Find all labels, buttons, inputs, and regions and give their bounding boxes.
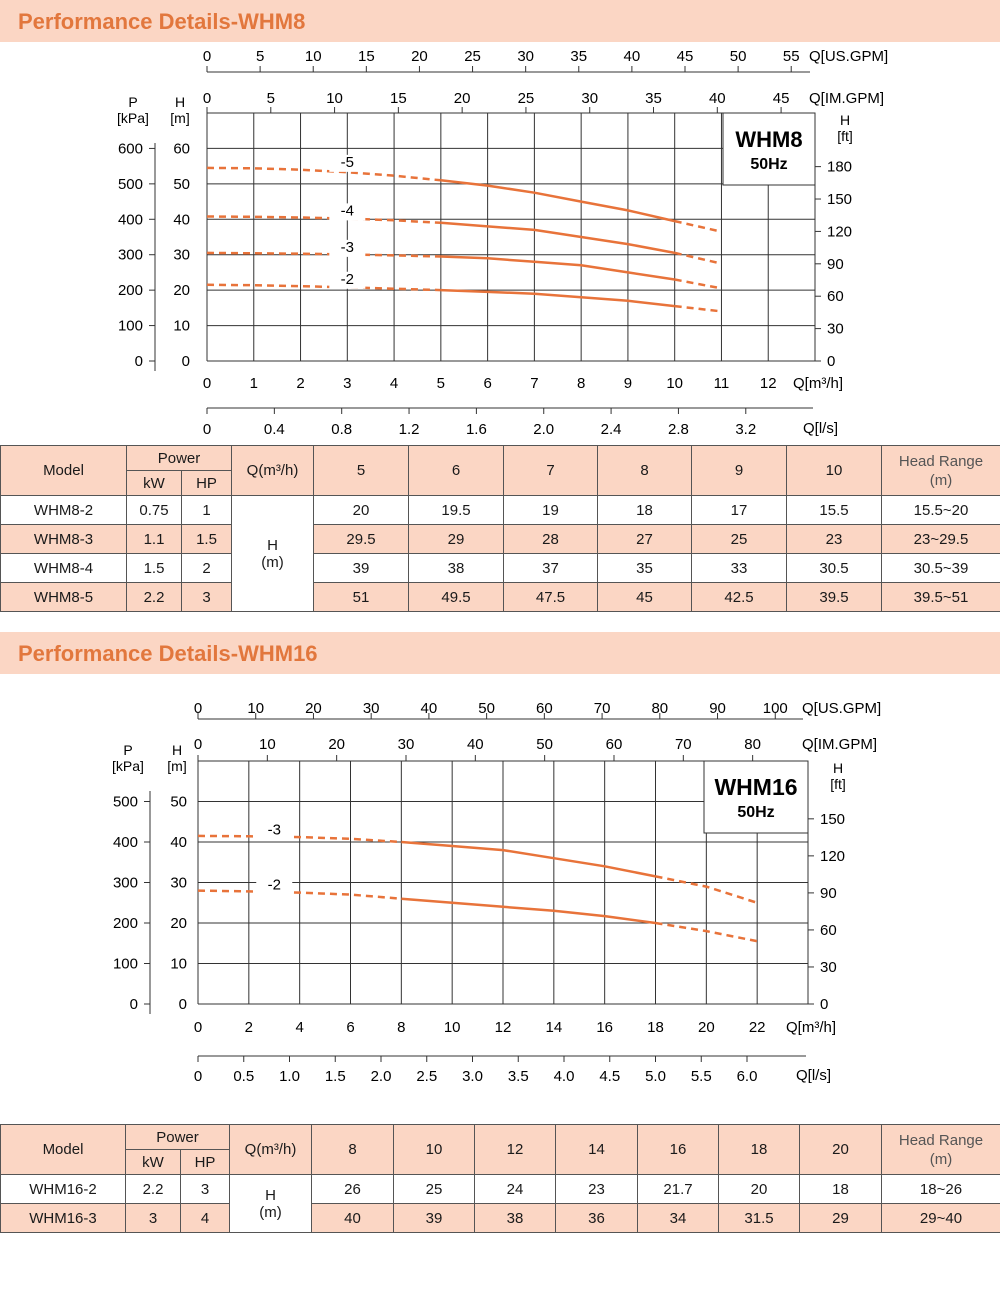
us-gpm-tick-label: 100 [762,700,788,717]
value-cell: 29 [409,525,504,554]
p-tick-label: 100 [117,317,143,335]
im-gpm-tick-label: 5 [266,90,275,107]
im-gpm-tick-label: 0 [202,90,212,107]
ls-tick-label: 3.0 [462,1068,483,1085]
im-gpm-axis-label: Q[IM.GPM] [802,736,877,753]
pump-curve-chart-whm16 [0,674,1000,1124]
flow-value: 10 [787,446,882,496]
table-row [1,496,1000,525]
h-tick-label: 10 [173,317,190,335]
h-tick-label: 30 [170,874,187,892]
value-cell: 35 [598,554,692,583]
ls-tick-label: 2.0 [370,1068,392,1085]
us-gpm-tick-label: 55 [782,48,800,65]
pump-curve-dashed-start [207,168,441,180]
us-gpm-tick-label: 45 [676,48,694,65]
x-tick-label: 0 [193,1019,203,1036]
im-gpm-tick-label: 20 [328,736,346,753]
range-cell: 23~29.5 [882,525,1000,554]
x-tick-label: 18 [647,1019,664,1036]
ft-axis-unit: [ft] [830,776,846,792]
ls-tick-label: 0 [202,421,212,438]
x-tick-label: 16 [596,1019,614,1036]
power-header: Power [127,446,232,471]
value-cell: 17 [692,496,787,525]
value-cell: 28 [504,525,598,554]
us-gpm-tick-label: 40 [623,48,641,65]
x-tick-label: 4 [295,1019,304,1036]
pump-curve-solid [441,223,675,253]
h-tick-label: 40 [170,834,187,851]
ls-axis-label: Q[l/s] [803,420,839,437]
ft-tick-label: 0 [827,353,836,370]
im-gpm-tick-label: 30 [397,736,415,753]
section-title: Performance Details-WHM8 [18,9,306,34]
im-gpm-tick-label: 10 [258,736,276,753]
head-label: H [267,536,278,554]
ls-axis-label: Q[l/s] [796,1067,832,1084]
power-header: Power [126,1125,230,1150]
table-row [1,583,1000,612]
hp-cell: 3 [181,1175,230,1204]
hp-header: HP [181,1150,230,1175]
us-gpm-tick-label: 70 [593,700,611,717]
flow-value: 7 [504,446,598,496]
value-cell: 24 [475,1175,556,1204]
us-gpm-tick-label: 15 [357,48,375,65]
h-tick-label: 0 [181,353,190,370]
ls-tick-label: 1.0 [279,1068,300,1085]
x-tick-label: 12 [759,375,777,392]
value-cell: 29 [800,1204,882,1233]
pump-curve-dashed-end [675,221,722,232]
x-tick-label: 10 [443,1019,461,1036]
flow-value: 12 [475,1125,556,1175]
ft-tick-label: 60 [820,921,837,939]
im-gpm-axis-label: Q[IM.GPM] [809,90,884,107]
p-axis-label: P [128,94,138,110]
curve-label: -2 [340,270,354,288]
ls-tick-label: 4.5 [599,1068,621,1085]
h-tick-label: 60 [173,140,190,158]
head-unit: (m) [259,1203,282,1221]
x-tick-label: 22 [748,1019,766,1036]
value-cell: 20 [314,496,409,525]
head-range-header [882,446,1000,496]
h-axis-unit: [m] [170,110,190,126]
model-cell: WHM8-4 [1,554,127,583]
flow-value: 10 [394,1125,475,1175]
table-row [1,554,1000,583]
ls-tick-label: 5.5 [690,1068,712,1085]
value-cell: 21.7 [638,1175,719,1204]
pump-curve-chart-whm8 [0,0,1000,445]
ft-axis-label: H [839,112,851,128]
x-tick-label: 6 [483,375,492,392]
x-tick-label: 5 [436,375,446,392]
kw-cell: 0.75 [127,496,182,525]
im-gpm-tick-label: 50 [536,736,553,753]
value-cell: 27 [598,525,692,554]
model-header: Model [1,1125,126,1175]
ft-tick-label: 150 [827,191,853,209]
value-cell: 30.5 [787,554,882,583]
us-gpm-axis-label: Q[US.GPM] [809,48,889,65]
us-gpm-tick-label: 35 [570,48,588,65]
spec-table-whm16 [0,1124,1000,1233]
ft-axis-unit: [ft] [837,128,853,144]
ls-tick-label: 5.0 [645,1068,666,1085]
value-cell: 34 [638,1204,719,1233]
us-gpm-tick-label: 30 [362,700,380,717]
h-tick-label: 40 [173,211,190,229]
x-tick-label: 8 [576,375,586,392]
ls-tick-label: 1.5 [324,1068,346,1085]
head-range-header [882,1125,1000,1175]
value-cell: 33 [692,554,787,583]
head-unit-cell [232,496,314,612]
chart-title: WHM8 [735,127,803,152]
kw-cell: 1.1 [127,525,182,554]
flow-value: 18 [719,1125,800,1175]
us-gpm-tick-label: 30 [517,48,535,65]
value-cell: 25 [692,525,787,554]
p-tick-label: 100 [112,955,138,973]
us-gpm-tick-label: 20 [411,48,428,65]
ft-tick-label: 0 [820,996,829,1013]
h-tick-label: 20 [170,915,187,932]
x-axis-label: Q[m³/h] [793,375,844,392]
us-gpm-tick-label: 50 [478,700,495,717]
x-tick-label: 3 [343,375,352,392]
us-gpm-axis-label: Q[US.GPM] [802,700,882,717]
x-tick-label: 12 [494,1019,512,1036]
flow-value: 14 [556,1125,638,1175]
p-axis-unit: [kPa] [112,758,144,774]
chart-subtitle: 50Hz [750,156,788,173]
kw-header: kW [126,1150,181,1175]
us-gpm-tick-label: 80 [651,700,669,717]
value-cell: 18 [800,1175,882,1204]
im-gpm-tick-label: 30 [581,90,599,107]
flow-value: 9 [692,446,787,496]
flow-header: Q(m³/h) [232,446,314,496]
x-tick-label: 14 [545,1019,563,1036]
im-gpm-tick-label: 10 [326,90,343,107]
hp-cell: 1.5 [182,525,232,554]
us-gpm-tick-label: 10 [304,48,322,65]
ls-tick-label: 0.8 [331,421,353,438]
model-cell: WHM8-5 [1,583,127,612]
ls-tick-label: 2.5 [416,1068,438,1085]
range-cell: 15.5~20 [882,496,1000,525]
ls-tick-label: 1.6 [465,421,487,438]
hp-header: HP [182,471,232,496]
range-cell: 18~26 [882,1175,1000,1204]
x-tick-label: 4 [389,375,399,392]
pump-curve-dashed-start [207,285,441,290]
im-gpm-tick-label: 20 [453,90,471,107]
model-header: Model [1,446,127,496]
ls-tick-label: 3.2 [735,421,757,438]
head-range-label: Head Range [898,1131,984,1149]
ft-tick-label: 30 [827,320,844,338]
ls-tick-label: 3.5 [507,1068,529,1085]
pump-curve-solid [441,257,675,280]
ft-tick-label: 90 [827,255,844,273]
chart-title: WHM16 [714,774,798,800]
model-cell: WHM16-3 [1,1204,126,1233]
flow-value: 20 [800,1125,882,1175]
p-tick-label: 400 [117,211,143,229]
table-row [1,1175,1000,1204]
x-tick-label: 6 [346,1019,355,1036]
im-gpm-tick-label: 25 [517,90,535,107]
value-cell: 20 [719,1175,800,1204]
pump-curve-dashed-end [675,306,722,311]
x-tick-label: 8 [397,1019,406,1036]
head-range-unit: (m) [929,1150,953,1168]
ft-tick-label: 60 [827,288,844,306]
p-tick-label: 400 [112,834,138,851]
h-tick-label: 10 [170,955,187,973]
value-cell: 29.5 [314,525,409,554]
us-gpm-tick-label: 60 [536,700,553,717]
h-tick-label: 50 [170,793,187,811]
kw-cell: 2.2 [126,1175,181,1204]
value-cell: 19.5 [409,496,504,525]
pump-curve-dashed-end [675,280,722,289]
us-gpm-tick-label: 25 [464,48,481,65]
hp-cell: 2 [182,554,232,583]
value-cell: 19 [504,496,598,525]
ls-tick-label: 2.8 [668,421,689,438]
x-axis-label: Q[m³/h] [786,1019,837,1036]
value-cell: 31.5 [719,1204,800,1233]
pump-curve-solid [441,180,675,221]
h-axis-label: H [174,94,186,110]
p-axis-label: P [123,742,133,758]
table-row [1,525,1000,554]
p-tick-label: 600 [117,140,143,158]
section-header-whm16 [0,632,1000,674]
im-gpm-tick-label: 0 [193,736,203,753]
us-gpm-tick-label: 40 [420,700,438,717]
im-gpm-tick-label: 80 [744,736,761,753]
range-cell: 39.5~51 [882,583,1000,612]
im-gpm-tick-label: 40 [708,90,726,107]
chart-subtitle: 50Hz [737,804,775,821]
curve-label: -2 [267,876,281,894]
p-tick-label: 0 [129,996,138,1013]
im-gpm-tick-label: 15 [390,90,407,107]
kw-cell: 3 [126,1204,181,1233]
kw-cell: 1.5 [127,554,182,583]
p-tick-label: 200 [112,915,138,932]
value-cell: 23 [556,1175,638,1204]
pump-curve-solid [441,290,675,306]
ft-tick-label: 30 [820,958,837,976]
curve-label: -4 [340,202,354,220]
h-axis-unit: [m] [167,758,187,774]
p-tick-label: 300 [112,874,138,892]
p-tick-label: 300 [117,246,143,264]
head-range-label: Head Range [898,452,984,470]
us-gpm-tick-label: 50 [729,48,747,65]
ls-tick-label: 2.4 [600,421,622,438]
range-cell: 30.5~39 [882,554,1000,583]
value-cell: 26 [312,1175,394,1204]
ls-tick-label: 0 [193,1068,203,1085]
flow-value: 6 [409,446,504,496]
value-cell: 39 [394,1204,475,1233]
ls-tick-label: 0.5 [233,1068,255,1085]
ft-tick-label: 90 [820,884,837,902]
head-unit: (m) [261,553,284,571]
head-label: H [265,1186,276,1204]
pump-curve-solid [401,842,655,876]
us-gpm-tick-label: 5 [255,48,265,65]
h-tick-label: 0 [178,996,187,1013]
ls-tick-label: 1.2 [398,421,420,438]
value-cell: 15.5 [787,496,882,525]
value-cell: 49.5 [409,583,504,612]
p-tick-label: 0 [134,353,143,370]
flow-value: 16 [638,1125,719,1175]
h-tick-label: 30 [173,246,190,264]
flow-header: Q(m³/h) [230,1125,312,1175]
x-tick-label: 1 [249,375,258,392]
value-cell: 47.5 [504,583,598,612]
p-tick-label: 500 [112,793,138,811]
value-cell: 42.5 [692,583,787,612]
model-cell: WHM16-2 [1,1175,126,1204]
im-gpm-tick-label: 60 [605,736,623,753]
ft-axis-label: H [832,760,844,776]
ls-tick-label: 0.4 [263,421,285,438]
curve-label: -3 [267,821,281,839]
p-axis-unit: [kPa] [117,110,149,126]
h-axis-label: H [171,742,183,758]
spec-table-whm8 [0,445,1000,612]
x-tick-label: 11 [713,375,730,392]
range-cell: 29~40 [882,1204,1000,1233]
ft-tick-label: 150 [820,810,846,828]
head-unit-cell [230,1175,312,1233]
us-gpm-tick-label: 90 [709,700,726,717]
curve-label: -3 [340,238,354,256]
pump-curve-solid [401,899,655,923]
x-tick-label: 7 [530,375,539,392]
value-cell: 23 [787,525,882,554]
hp-cell: 4 [181,1204,230,1233]
us-gpm-tick-label: 10 [247,700,265,717]
value-cell: 40 [312,1204,394,1233]
ft-tick-label: 120 [827,223,853,241]
us-gpm-tick-label: 20 [305,700,322,717]
value-cell: 25 [394,1175,475,1204]
flow-value: 5 [314,446,409,496]
x-tick-label: 2 [296,375,305,392]
kw-cell: 2.2 [127,583,182,612]
im-gpm-tick-label: 35 [645,90,662,107]
im-gpm-tick-label: 40 [466,736,484,753]
value-cell: 36 [556,1204,638,1233]
im-gpm-tick-label: 70 [674,736,692,753]
ls-tick-label: 6.0 [736,1068,758,1085]
p-tick-label: 500 [117,175,143,193]
value-cell: 39 [314,554,409,583]
ft-tick-label: 180 [827,158,853,176]
kw-header: kW [127,471,182,496]
x-tick-label: 2 [244,1019,254,1036]
p-tick-label: 200 [117,282,143,300]
value-cell: 37 [504,554,598,583]
us-gpm-tick-label: 0 [193,700,203,717]
value-cell: 45 [598,583,692,612]
section-title: Performance Details-WHM16 [18,641,318,666]
ls-tick-label: 2.0 [533,421,555,438]
x-tick-label: 20 [697,1019,715,1036]
hp-cell: 1 [182,496,232,525]
flow-value: 8 [598,446,692,496]
value-cell: 18 [598,496,692,525]
im-gpm-tick-label: 45 [772,90,790,107]
flow-value: 8 [312,1125,394,1175]
value-cell: 39.5 [787,583,882,612]
value-cell: 51 [314,583,409,612]
x-tick-label: 9 [623,375,633,392]
ft-tick-label: 120 [820,847,846,865]
ls-tick-label: 4.0 [553,1068,575,1085]
x-tick-label: 10 [666,375,684,392]
us-gpm-tick-label: 0 [202,48,212,65]
h-tick-label: 50 [173,175,190,193]
head-range-unit: (m) [929,471,953,489]
h-tick-label: 20 [173,282,190,300]
value-cell: 38 [409,554,504,583]
hp-cell: 3 [182,583,232,612]
model-cell: WHM8-3 [1,525,127,554]
x-tick-label: 0 [202,375,212,392]
value-cell: 38 [475,1204,556,1233]
model-cell: WHM8-2 [1,496,127,525]
curve-label: -5 [340,153,354,171]
table-row [1,1204,1000,1233]
